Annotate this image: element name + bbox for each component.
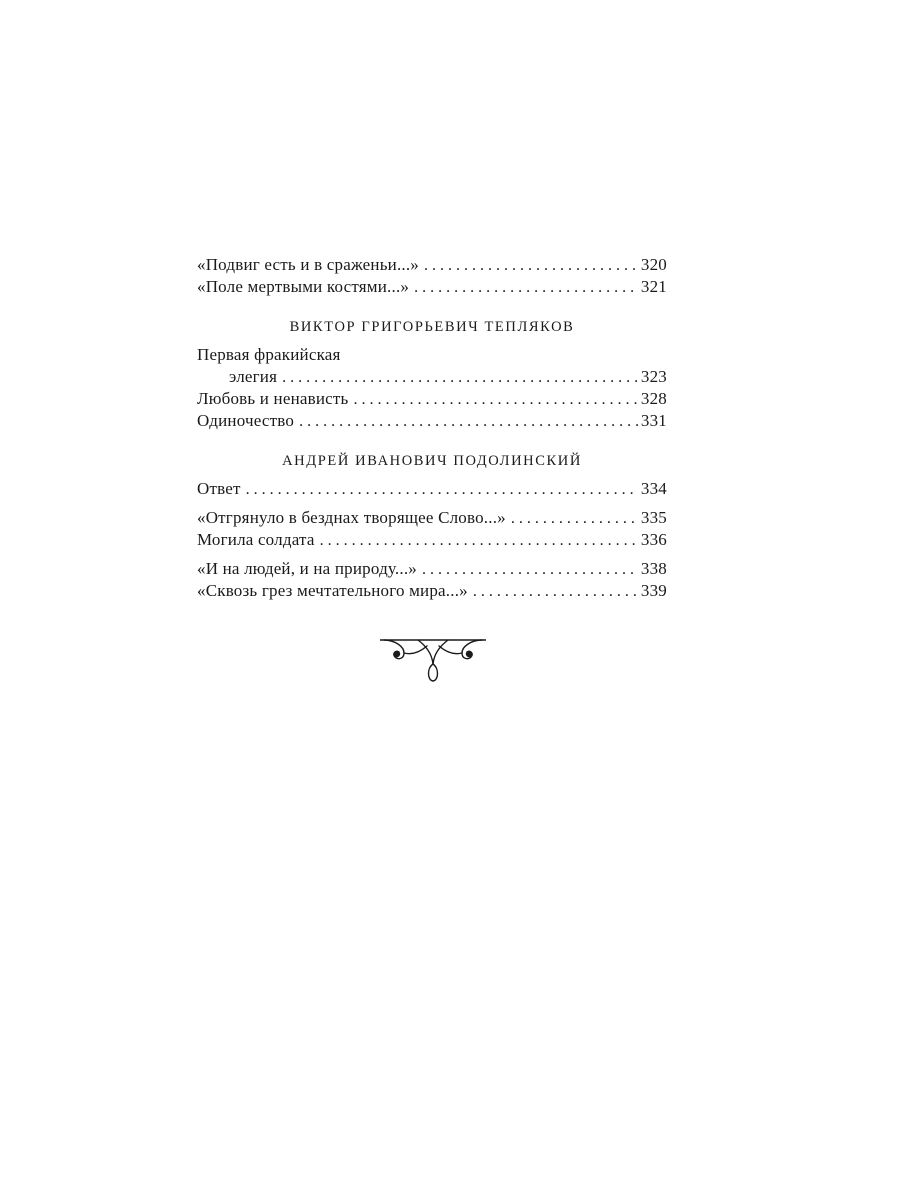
dot-leader [320,530,638,552]
vignette-ornament-icon [380,636,486,686]
toc-entry-title: «Подвиг есть и в сраженьи...» [197,255,420,274]
toc-entry[interactable] [197,366,667,388]
toc-entry[interactable] [197,478,667,500]
dot-leader [422,559,638,581]
toc-entry[interactable] [197,507,667,529]
dot-leader [246,479,638,501]
toc-entry-page: 334 [640,479,667,498]
dot-leader [424,255,638,277]
toc-entry-title-line1: Первая фракийская [197,345,341,364]
toc-entry-title: «Поле мертвыми костями...» [197,277,410,296]
toc-entry-title: Ответ [197,479,241,498]
toc-entry-page: 331 [640,411,667,430]
toc-entry-title: «Сквозь грез мечтательного мира...» [197,581,468,600]
dot-leader [473,581,638,603]
table-of-contents [197,254,667,602]
toc-entry[interactable] [197,276,667,298]
toc-entry[interactable] [197,558,667,580]
author-heading: АНДРЕЙ ИВАНОВИЧ ПОДОЛИНСКИЙ [282,453,582,469]
toc-entry-title: «Отгрянуло в безднах творящее Слово...» [197,508,506,527]
toc-entry-page: 320 [640,255,667,274]
toc-entry[interactable] [197,254,667,276]
dot-leader [354,389,638,411]
toc-entry-title: Одиночество [197,411,295,430]
dot-leader [511,508,638,530]
toc-entry-title: Могила солдата [197,530,315,549]
toc-entry-title: элегия [229,367,278,386]
dot-leader [282,367,638,389]
toc-entry-page: 328 [640,389,667,408]
toc-entry-title: «И на людей, и на природу...» [197,559,417,578]
dot-leader [414,277,638,299]
toc-entry-page: 339 [640,581,667,600]
toc-entry-page: 321 [640,277,667,296]
toc-entry[interactable] [197,410,667,432]
toc-entry-page: 338 [640,559,667,578]
toc-entry[interactable] [197,529,667,551]
dot-leader [299,411,638,433]
toc-entry-title: Любовь и ненависть [197,389,349,408]
toc-entry-page: 335 [640,508,667,527]
toc-entry[interactable] [197,388,667,410]
toc-entry-page: 336 [640,530,667,549]
toc-entry[interactable] [197,580,667,602]
toc-entry-page: 323 [640,367,667,386]
author-heading: ВИКТОР ГРИГОРЬЕВИЧ ТЕПЛЯКОВ [289,319,575,335]
